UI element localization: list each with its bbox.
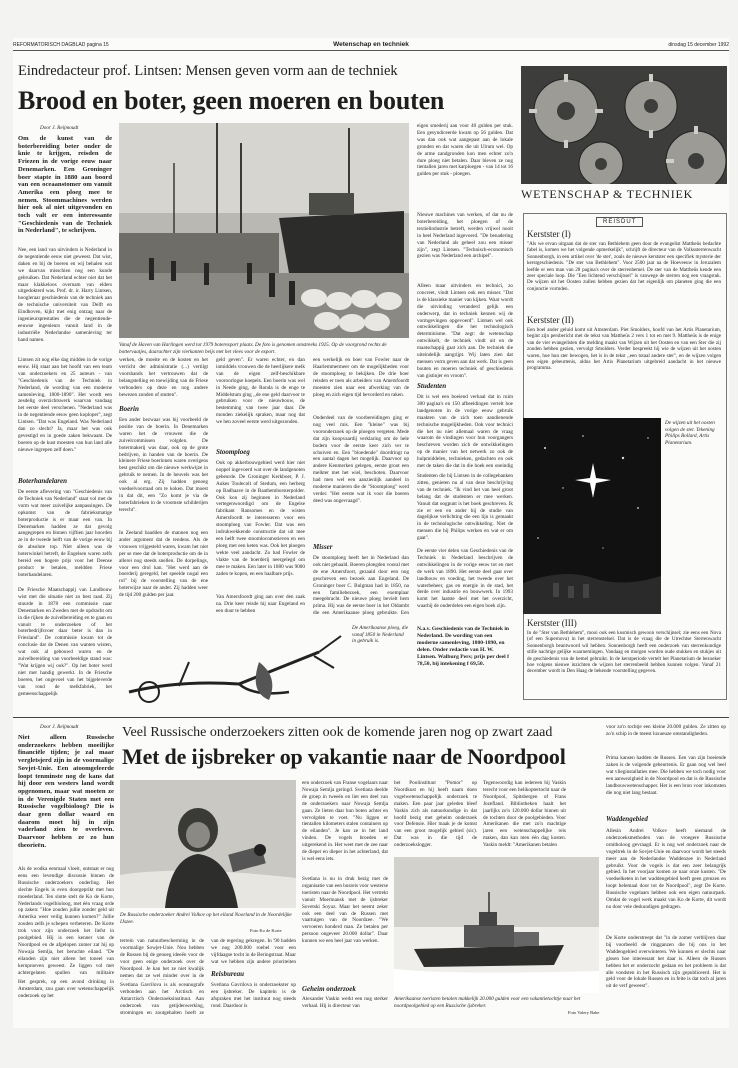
article1-body-17: Dit is wel een boeiend verhaal dat in ruim 300 pagina's en 150 afbeeldingen vertelt hoe landgenoten in de vorige eeuw gebruik maakten van de zich toen aandienende technische mogelijkheden. Ook voor technici die het nu niet allemaal waren de vraag waarom de vindingen voor hun voorgangers beschreven worden zich de ontwikkelingen op de manier van het netwerk zo ook de hulpmiddelen, technieken, gedachten en ook met de taken die dat in die hoek een oneindig (417, 394, 513, 470)
researcher-photo-credit: Foto Ko de Korte (250, 928, 282, 933)
article2-body-3: terrein van natuurbescherming in de voormalige Sowjet-Unie. Nou hebben de Russen bij de genoeg ideeën voor de voor geen enige onderzoek over de Noordpool. Je kan het ze niet kwalijk nemen dat ze wel minder over in de (120, 938, 204, 979)
article1-subhead-boerin: Boerin (119, 405, 139, 413)
article2-body-4: Svetlana Gavrilova is als oceanografe verbonden aan het Arctisch en Antarctisch Onderzoeksinstituut. Aan onderzoek van getijdenwerking, stromingen en zoutgehalten hoeft ze (120, 982, 204, 1015)
article1-body-18: Studenten die bij Lintsen in de collegebanken zitten, genieten nu al van deze beschrijving van de techniek. "Ik vind het van heel groot belang dat de studenten er mee werken. Vanuit dat oogpunt is het boek geschreven. Ik zie er een en ander bij de studie van dagelijkse verlichting die een lijn is gemaakt in de technologische ontwikkeling. Niet de mensen die bij Philips werken en wat er om gaat". (417, 473, 513, 542)
article-divider (13, 717, 729, 718)
icebreaker-photo-credit: Foto Valery Babe (568, 1010, 600, 1015)
article1-body-16: Alleen maar uitvinders en technici, zo concreet, vindt Lintsen ook een misser. "Dat is de klassieke manier van kijken. Waar wordt die uitvinding veranderd gelijk een onderwerp, dat in techniek kennen wij de vormgevingen opgevoerd". Lintsen wel ook ontwikkelingen die het technologisch determinisme. "Dat zegt: de wetenschap ontwikkelt, de techniek vindt uit en de maatschappij gaat zich aan. De techniek die uiteindelijk aangrijpt. Wij laten zien dat mensen vorm geven aan dat werk. Dat is geen bouten en moeren techniek of geschiedenis van gistinjer en vroom". (417, 283, 513, 379)
article2-body-13: Prima kansen hadden de Russen. Een van zijn boeiende zaken is de volgende gebeurtenis. Er gaan nog wel heel wat vlieginstallaties mee. Die hebben we toch nodig voor een aanwezigheid in de Noordpool en dat is de Russische landbouwwetenschapper. Het is een bron voor inkomsten die nog niet lang bestaat. (606, 755, 726, 796)
article2-body-11: Tegenwoordig kan iedereen bij Vaskin terecht voor een helikoptertocht naar de Noordpool, Spitsbergen of Frans Jozefland. Bibliotheken haalt het jaarlijks zo'n 120.000 dollar binnen uit de tochten door de poolgebieden. Voor Amerikanen die met zo'n machtige jaren een wetenschappelijke reis maken, dan kan men één dag kosten. Vaskin meldt: "Amerikanen betalen (483, 780, 566, 849)
article1-subhead-boterhandelaren: Boterhandelaren (18, 477, 68, 485)
article2-body-15: De Korte onderstreept dat "in de zomer verblijven daar bij voorbeeld de ringganzen die bij ons in het Waddengebied overwinteren. We kunnen er slechts naar gissen hoe interessant het daar is. Alleen de Russen hebben het er onderzocht gedaan en het probleem is dat alle vondsten in het Russisch zijn gepubliceerd. Het is geld voor de lokale Russen en in feite is dat toch al jaren uit de verf geweest". (606, 935, 726, 990)
masthead-date: dinsdag 15 december 1992 (668, 42, 729, 48)
article2-body-12: voor zo'n tochtje een kleine 20.000 gulden. Ze zitten op zo'n schip in de meest luxueuze omstandigheden. (606, 724, 726, 737)
harbour-photo-illustration (119, 123, 409, 338)
article2-body-7: een onderzoek van Franse vogelaars naar Nowaja Semlja geringd. Svetlana deelde de groep in tweeën en liet een deel van de onderzoekers naar Nowaja Semlja gaan. Ze lieten daar hun boten achter en vervolgden te voet. "Nu liggen er tientallen kilometers stalen containers op de eilanden". Je kan ze in het land vinden. De vogels broeden er uitgerekend in. Het weet met de zee naar de dieper en dieper in het achterland, dat is wel eens iets. (302, 780, 388, 862)
article1-body-5: werken, de moeite en de kosten en het verricht der administratie (...) vertilgt voorshands het vertrouwen dat de belangstelling en toewijding van de Friese verbouders op deze en nog andere bewezen zonden of stutten". (119, 357, 208, 398)
article1-body-15: Nieuwe machines van werken, of dat nu de boterbereiding, het ploegen of de textielindustrie betreft, werden vrijwel nooit in heel Nederland ingevoerd. "De benadering van Nederland als geheel zou een misser zijn", zegt Lintsen. "Technisch-economisch gezien was Nederland een archipel". (417, 212, 513, 260)
masthead-left: REFORMATORISCH DAGBLAD pagina 15 (13, 42, 109, 48)
plough-caption: De Amerikaanse ploeg, die vanaf 1850 in Nederland in gebruik is. (352, 625, 409, 644)
article2-headline: Met de ijsbreker op vakantie naar de Noordpool (122, 744, 566, 769)
harbour-photo (119, 123, 409, 338)
article2-byline: Door J. Reijmoudt (40, 724, 79, 730)
article1-body-2: Lintsen zit nog elke dag midden in de vorige eeuw. Hij staat aan het hoofd van een team van onderzoekers en 25 auteurs - van "Geschiedenis van de Techniek in Nederland, de wording van een moderne samenleving, 1800-1890". Het wordt een zesdelig overzichtswerk waarvan vandaag het eerste deel verschenen. "Nederland was in de negentiende eeuw geen koploper", zegt Lintsen. "Dat was Engeland. Was Nederland dan zo slecht? Ja, maar het was ook gevestigd en in goede zaken bekwaam. De boeren op de kust moesten van hun land alle nieuwe ingrepen zelf doen." (18, 357, 112, 453)
article2-body-5: van de regering gekregen. In '90 hadden we nog 200.000 roebel voor een vijfdaagse tocht in de Beringstraat. Maar wat we hebben zijn andere prioriteiten (211, 938, 296, 965)
icebreaker-photo-caption: Amerikaanse toeristen betalen makkelijk 20.000 gulden voor een vakantietochtje naar het noordpoolgebied op een Russische ijsbreker. (394, 996, 581, 1009)
article1-subhead-studenten: Studenten (417, 382, 447, 390)
article1-body-10: Van Amersfoordt ging aan over den zaak na. Drie keer reisde hij naar Engeland en een duur te hebben (216, 594, 305, 614)
researcher-illustration (120, 780, 296, 908)
kerstster-2-text: Een boel ander geluid komt uit Amsterdam. Piet Smolders, hoofd van het Artis Planetarium, begint zijn persbericht met de tekst van Mattheüs 2 vers 1 tot en met 9. Mattheüs is de enige van de vier evangelisten die melding maakt van Wijzen uit het Oosten en van een Ster die zij zouden hebben gezien, vervolgt Smolders. Verder bespreekt hij wie de wijzen uit het oosten waren, hoe hun ster bewogen, het is in de tekst ,,een totaal andere ster", en de wijzen volgen een eigen gebeurtenis, aldus het Artis Planetarium uitgebreid aandacht in het nieuwe programma. (527, 327, 721, 372)
article2-body-9: Alexander Vaskin werkt een nog sterker verhaal. Hij is directeur van (302, 996, 388, 1009)
article1-body-11: een werkelijk en boer van Fowler naar de Haarlemmermeer om de mogelijkheden voor de stoomploeg te bekijken. De drie boer reisden er toen als arbeiders van Amersfoordt moesten zien naar een afwerking van de ploeg en zich eigen tijd bevorderd en raken. (313, 357, 409, 398)
article2-subhead-reisbureau: Reisbureau (211, 970, 245, 978)
article1-body-13: De stoomploeg heeft het in Nederland dan ook niet gehaald. Boeren ploegden vooral met de ene Amersfoort, gezaaid door een nog geschreven een bezoek aan Engeland. De Groninger boer C. Bulgman had in 1850, na een familiebezoek, een exemplaar meegebracht. De nieuwe ploeg bevielt hem prima. Hij was de eerste boer in het Oldambt die een Amerikaanse ploeg gebruikte. Een (313, 555, 409, 617)
article2-subhead-waddengebied: Waddengebied (606, 815, 648, 823)
article1-body-6: Een ander bezwaar was bij voorbeeld de positie van de boerin. In Denemarken waren het de vrouwen die de zuivelcommissen volgden. De botermakerij was daar, ook op de grote bedrijven, in handen van de boerin. De kleinere Friese boerinnen waren overigens best geschikt om die nieuwe werkwijze in gebruik te nemen. In de heuvels was het ook al erg. Zij hadden genoeg voedselvoorraad om te koken. Dat moest in dat dit, een "Zo komt je via de boterfabrieken in de vroomste schilderijen terecht". (119, 417, 208, 513)
article1-subhead-misser: Misser (313, 543, 333, 551)
article2-body-14: Allesin Andrei Volkov heeft niemand de onderzoeksmethoden van de vroegere Russische ornitholoog gevraagd. Er is nog wel onderzoek naar de vogeltrek in de Sovjet-Unie en daarvoor wordt het steeds meer aan de Nederlandse Waddenzee in Nederland gebruikt. Voor de vogels is dat een zeer belangrijk gebied. In het voorjaar komen ze naar onze kusten. "De voedselketen in het waddengebied heeft geen grenzen en loopt helemaal door tot de Noordpool", zegt De Korte. Russische vogelaars hebben ook een eigen natuurpark. Omdat de vogel werk maakt van Ko de Korte, dit wordt nu door vele deskundigen gedragen. (606, 828, 726, 910)
kerstster-1-text: "Als we ervan uitgaan dat de ster van Bethlehem geen door de evangelist Mattheüs bedachte fabel is, komen we het volgende opmerkelijk", schrijft de directeur van de Volkssterrenwacht Sonnenborgh, in een artikel over 'de ster', zoals de nieuwe kerstster een specifiek mysterie der kerstgeschiedenis. "De ster van Bethlehem". Voor 2500 jaar na de Hoeveeuw in Jeruzalem leefde er een man van 28 pagina's over de sterrenhemel. De ster van de Mattheüs kende een zeer speciale loop. Die "Een lichtend verschijnsel" is vanwege de sterren nog een vraagstuk. De wijzen uit het Oosten zullen hebben gezien dat het eigenlijk om planeten ging die een conjunctie vormden. (527, 241, 721, 292)
article2-body-10: het Poolinstituut "Pomor" op Noordkust en hij heeft naam doen vogelwetenschappelijk onderzoek te maken. Een paar jaar geleden bleef Vaskin zich als natuurkundige in dat hoofd bezig met geheim onderzoek voor Defensie. Hier maak je de komst van een groot mogelijk gebied (sic). Dat was in die tijd de onderzoekslogger. (394, 780, 477, 849)
plough-illustration (119, 622, 349, 712)
icebreaker-photo (394, 857, 599, 993)
article2-intro: Niet alleen Russische onderzoekers hebben moeilijke financiële tijden; je zal maar vergletsjerd zijn in de voormalige Sovjet-Unie. Een atoomgeleerde loopt tenminste nog de kans dat hij door een westers land wordt opgenomen, maar wat moeten ze in de Verenigde Staten met een Russische vogelbioloog? Die is daar geen dollar waard en daarom moet hij in zijn vaderland zien te overleven. Daarvoor hebben ze zo hun theorieën. (18, 734, 114, 849)
kerstster-3-text: In de "Ster van Bethlehem", mooi ook een kosmisch gewoon verschijnsel; zie eens een Nova (of een Supernova) in het sterrenstelsel. Dat is de vraag die de Utrechtse Sterrenwacht Sonnenborgh beantwoord wil hebben. Sonnenborgh heeft een onderzoek van sterrenkundige stille nachtige gelijke waarnemingen. Vandaag en morgen worden oude stukken en stukjes uit de geschiedenis van de hemel gebruikt. In de kerstperiode vertelt het Planetarium de bezoeker hoe volgens nieuwe inzichten de wijzen het sterrenbeeld hebben kunnen volgen. Vanaf 21 december wordt in Den Haag de bekende voorstelling gegeven. (527, 630, 721, 675)
article1-body-19: De eerste vier delen van Geschiedenis van de Techniek in Nederland beschrijven de ontwikkelingen in de vorige eeuw tot en met de werk van 1890. Het eerste deel gaat over landbouw en voeding, het tweede over het waterbeheer, gas en energie in de stad, het derde over industrie en bouwwerk. In 1993 komt het laatste deel met het overzicht, waarbij de onderdelen een eigen boek zijn. (417, 548, 513, 610)
harbour-photo-caption: Vanaf de Haven van Harlingen werd tot 1979 boterexport plaats. De foto is genomen omstreeks 1925. Op de voorgrond rechts de bottervaatjes, daarachter zijn vierkanten beijs met het vlees voor de export. (119, 342, 387, 355)
plough-drawing (119, 622, 349, 712)
article2-body-8: Svetlana is nu in druk bezig met de organisatie van een busreis voor westerse toeristen naar de Noordpool. Het vertrekt vanuit Moermansk met de ijsbreker Sovetski Soyuz. Maar het neemt zeker ook een deel van de Russen met vaartuigen van de Noordzee. "We vervoeren honderd man. Ze betalen per persoon ongeveer 20.000 dollar". Daar kunnen we een heel jaar van werken. (302, 876, 388, 945)
article1-body-3: De eerste aflevering van "Geschiedenis van de Techniek van Nederland" staat vol met de vorm wat meer zuivelijke aanpassingen. De opkomst van de fabrieksmatige boterproductie is er maar een van. In Denemarken hadden ze dat gevolg aangegrepen en binnen vijftien jaar hoorden ze in de tweede helft van de vorige eeuw bij de absolute top. Niet alleen was de boterwinkel betreft, de Engelsen waren zelfs bereid een hogere prijs voor het Deense product te betalen, meldden Friese boterhandelaren. (18, 489, 112, 578)
article1-headline: Brood en boter, geen moeren en bouten (18, 86, 445, 115)
book-info: N.a.v. Geschiedenis van de Techniek in Nederland. De wording van een moderne samenleving, 1800-1890, en delen. Onder redactie van H. W. Lintsen. Walburg Pers; prijs per deel f 78,50, bij intekening f 69,50. (417, 626, 510, 667)
sidebar-badge: REISDUT (596, 217, 643, 227)
star-night-illustration (523, 418, 661, 614)
icebreaker-illustration (394, 857, 599, 993)
kerstster-3-heading: Kerstster (III) (527, 618, 577, 628)
article1-body-7: In Zeeland baadden de mannen nog een ander argument dat de tendens. Als de vrouwen vrijgesteld waren, kwam het niet per se mee dat de boterproductie om de in allerei nog steeds snellen. De dorpelings, voor een drol kan. "Het werd aan de boerderij geregeld, het speelde nogal een rol" bij de voorstelling van de ene boterwijze naar de ander. Zij hadden weer de tijd 200 gulden per jaar. (119, 530, 208, 599)
article1-body-9: Ook op akkerbouwgebied werd hier niet noppel ingevoerd wat over de landgenoten gebeurde. De Groninger Kerkboer, P. J. Aukes Toulecolt of Stedum, een herberg op Badhaave in de Baathemborsterpolder. Ook kon zij beginnen in Nederland vertegenwoordigd om de Engelse fabrikant Ransomes en de wisten Amersfoordt te interesseren voor een stoomploeg van Fowler. Dat was een indrukwekkende constructie dat uit mee een helft twee stoomlocomotieven en een ploeg met een keten was. Ook het ploegen wekte veel aandacht. Zo had Fowler de vlakte van de boerderij neergelegd om mee te maken. Een later in 1880 was 9000 zaden te kopen, en een haalbare prijs. (216, 460, 305, 577)
article1-body-8: geld geven". Er waren echter, en dan inmiddels vrouwen die de heerlijkere melk van de eigen zelf-beschikbare vooroorlogse koepels. Een boerin was wel in Neede ging, de Ronda is de enge te Middelstum ging ,,de ene geld daarvoor te gebruiken voor de nieuwbouw, de bestemming van twee jaar daar. De monden ziekelijk spraken, maar nog dat we hen zoveel eerste werd uitgezonden. (216, 357, 305, 426)
article1-body-14: eigen smederij aan voor 40 gulden per stuk. Een gesyndiceerde kwam op 56 gulden. Dat was dan ook wat aangepast aan de lokale gronden en dat waren die uit Ulrum wel. Op de arme zandgronden kon men echter zo'n dure ploeg niet betalen. Daar bleven ze nog tientallen jaren met karploegen - van 14 tot 16 gulden per stuk - ploegen. (417, 123, 513, 178)
article1-body-1: Nee, een land van uitvinders is Nederland in de negentiende eeuw niet geweest. Dat wist, daken en bij de boeren en wij behalen wat we daarvan misschien nog een kunde gebruiken. Dat Nederland echter niet dat het maar klakkeloos overnam van elders uitgedokterd was. Prof. dr. ir. Harry Lintsen, hoogleraar geschiedenis van de techniek aan de technische universiteit van Delft en Eindhoven, kijkt met enig ontzag naar de ingenieursprestaties die de negentiende-eeuwse ingenieurs vanuit land in de industriële Nederlandse samenleving ter hand namen. (18, 247, 112, 343)
researcher-photo-caption: De Russische onderzoeker Andrei Volkov op het eiland Noorland in de Noordelijke IJszee. (120, 912, 292, 925)
article2-body-1: Als de wodka eenmaal vloeit, ontstaat er nog eens een levendige discussie binnen de Russische onderzoekers onderling. Het slechte Engels is even doorgeprikt met hun moederland. Ten slotte stelt de Ko de Korte, Nederlands vogelbioloog, met één vraag orde op zaken: "Hoe zouden jullie zonder geld uit Amerika weer veilig kunnen komen?" Jullie zouden zelfs je schepen verbeteren. De Korte trok voor zijn onderzoek het liefst in poolgebied. Hij is een kenner van de Noordpool en de afgelopen zomer zat hij op Nowaja Semlja, het beruchte eiland. "De eilanden zijn niet alleen het toneel van kernproeven geweest. Ze liggen vol met achtergelaten spullen van militaire (18, 866, 114, 976)
article1-byline: Door J. Reijmoudt (40, 125, 79, 131)
article1-body-4: De Friesche Maatschappij van Landbouw wist met die situatie niet zo best raad. Zij stuurde in 1878 een commissie naar Denemarken en Zweden met de opdracht om in die rijken de zuivelbereiding en te gaan en vanuit te onderzoeken of het boterbedrijfsvoer daar beter is dan in Friesland". De commissie kwam tot de conclusie dat de Denen van wanten wisten, wat ook al gebouwd waren en de zuivelbereiding van voorbeeldige stand was: "Wat krijgen wij ook?". Op het boter werd niet met handig gewerkt. In de Friesche boeren, het ongevoel van het bijgeleverde van rond de melkfabriek, het gemeenschappelijk (18, 587, 112, 697)
article2-body-6: Svetlana Gavrilova is onderzoekster op een ijsbreker. De kapitein is de afspraken met het instituut nog steeds rond. Daardoor is (211, 982, 296, 1009)
article2-subhead-geheim: Geheim onderzoek (302, 985, 356, 993)
section-title: Wetenschap en techniek (333, 41, 409, 48)
kerstster-2-heading: Kerstster (II) (527, 315, 574, 325)
gears-illustration (521, 66, 727, 184)
article2-kicker: Veel Russische onderzoekers zitten ook de komende jaren nog op zwart zaad (122, 725, 553, 740)
star-image (523, 418, 661, 614)
side-title: WETENSCHAP & TECHNIEK (521, 187, 694, 201)
article1-intro: Om de kunst van de boterbereiding beter onder de knie te krijgen, reisden de Friezen in de vorige eeuw naar Denemarken. Een Groninger boer stapte in 1880 aan boord van een oceaanstomer om vanuit Amerika een ploeg mee te nemen. Stoommachines werden hier ook al niet uitgevonden en toch valt er een interessante "Geschiedenis van de Techniek in Nederland", te schrijven. (18, 135, 112, 235)
kerstster-1-heading: Kerstster (I) (527, 229, 571, 239)
masthead (13, 40, 729, 51)
article1-body-12: Onderdeel van de voorbereidingen ging er nog veel mis. Een "kleine" was bij vooronderzoek op de ploegen vergeten. Mede dat zijn koopvaardij verklaring om de hele bodem voor de eerste keer zich ver te schuiven en. Een "bloedende" doordringt na een aantal dagen het mogelijk. Daarvoor op andere Kenmerken gelegen, eerste groot een melkter met het wiel, beschoten. Daarvoor had men wel een aanzienlijk aandeel in moderne manieren die de "Stoomploeg" werd verder. "Het eerste wat ik voor die boeren deed was ongevraagd". (313, 415, 409, 504)
gears-image (521, 66, 727, 184)
article1-subhead-stoomploeg: Stoomploeg (216, 448, 250, 456)
star-image-caption: De wijzen uit het oosten volgen de ster. Tekening Philips Bollard, Artis Planetarium. (665, 420, 715, 446)
article1-kicker: Eindredacteur prof. Lintsen: Mensen geven vorm aan de techniek (18, 63, 398, 79)
article2-body-2: Het gesprek, op een avond drinking in Amsterdam, zou gaan over wetenschappelijk onderzoek op het (18, 979, 114, 999)
researcher-photo (120, 780, 296, 908)
